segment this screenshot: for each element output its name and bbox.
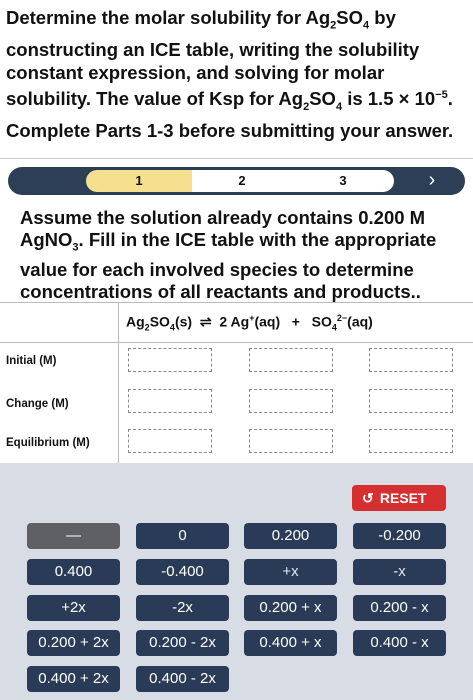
row-label-equilibrium: Equilibrium (M) (6, 437, 90, 449)
table-divider (118, 303, 119, 463)
initial-ag-cell[interactable] (249, 348, 333, 372)
key-blank[interactable]: — (27, 523, 120, 549)
key-0-400-minus-x[interactable]: 0.400 - x (353, 630, 446, 656)
key-neg-0-400[interactable]: -0.400 (136, 559, 229, 585)
table-divider (0, 342, 473, 343)
equilibrium-so4-cell[interactable] (369, 429, 453, 453)
key-minus-2x[interactable]: -2x (136, 595, 229, 621)
key-0[interactable]: 0 (136, 523, 229, 549)
key-0-200[interactable]: 0.200 (244, 523, 337, 549)
initial-so4-cell[interactable] (369, 348, 453, 372)
key-plus-x[interactable]: +x (244, 559, 337, 585)
step-3-tab[interactable]: 3 (292, 170, 394, 192)
key-0-400-plus-x[interactable]: 0.400 + x (244, 630, 337, 656)
reset-button[interactable]: ↺ RESET (352, 485, 446, 511)
change-so4-cell[interactable] (369, 389, 453, 413)
ice-table (0, 302, 473, 464)
key-0-400-minus-2x[interactable]: 0.400 - 2x (136, 666, 229, 692)
next-chevron-icon[interactable]: › (428, 169, 436, 191)
key-minus-x[interactable]: -x (353, 559, 446, 585)
part-instructions: Assume the solution already contains 0.200 M AgNO$_3$. Fill in the ICE table with the appropriate value for each involved species to determine concentrations of all reactants and products.. (20, 207, 437, 302)
key-0-200-minus-2x[interactable]: 0.200 - 2x (136, 630, 229, 656)
key-neg-0-200[interactable]: -0.200 (353, 523, 446, 549)
question-text: Determine the molar solubility for $Ag_2SO_4$ by constructing an ICE table, writing the solubility constant expression, and solving for molar solubility. The value of Ksp for $Ag_2SO_4$ is $1.5 \times 10^{-5}$. Complete Parts 1-3 before submitting your answer. (6, 7, 454, 141)
key-0-400[interactable]: 0.400 (27, 559, 120, 585)
reset-icon: ↺ (362, 490, 374, 506)
divider (0, 158, 473, 159)
key-0-400-plus-2x[interactable]: 0.400 + 2x (27, 666, 120, 692)
key-plus-2x[interactable]: +2x (27, 595, 120, 621)
equilibrium-arrow-icon: ⇌ (199, 313, 212, 330)
change-ag-cell[interactable] (249, 389, 333, 413)
key-0-200-plus-2x[interactable]: 0.200 + 2x (27, 630, 120, 656)
step-navigator (8, 167, 465, 195)
equilibrium-ag2so4-cell[interactable] (128, 429, 212, 453)
initial-ag2so4-cell[interactable] (128, 348, 212, 372)
change-ag2so4-cell[interactable] (128, 389, 212, 413)
reaction-equation: $Ag_2SO_4(s)$ ⇌ 2 Ag+(aq) + $SO_4^{2-}(aq)$ (126, 313, 373, 333)
step-2-tab[interactable]: 2 (192, 170, 292, 192)
key-0-200-plus-x[interactable]: 0.200 + x (244, 595, 337, 621)
row-label-initial: Initial (M) (6, 355, 57, 367)
equilibrium-ag-cell[interactable] (249, 429, 333, 453)
key-0-200-minus-x[interactable]: 0.200 - x (353, 595, 446, 621)
row-label-change: Change (M) (6, 398, 69, 410)
step-1-tab[interactable]: 1 (86, 170, 192, 192)
